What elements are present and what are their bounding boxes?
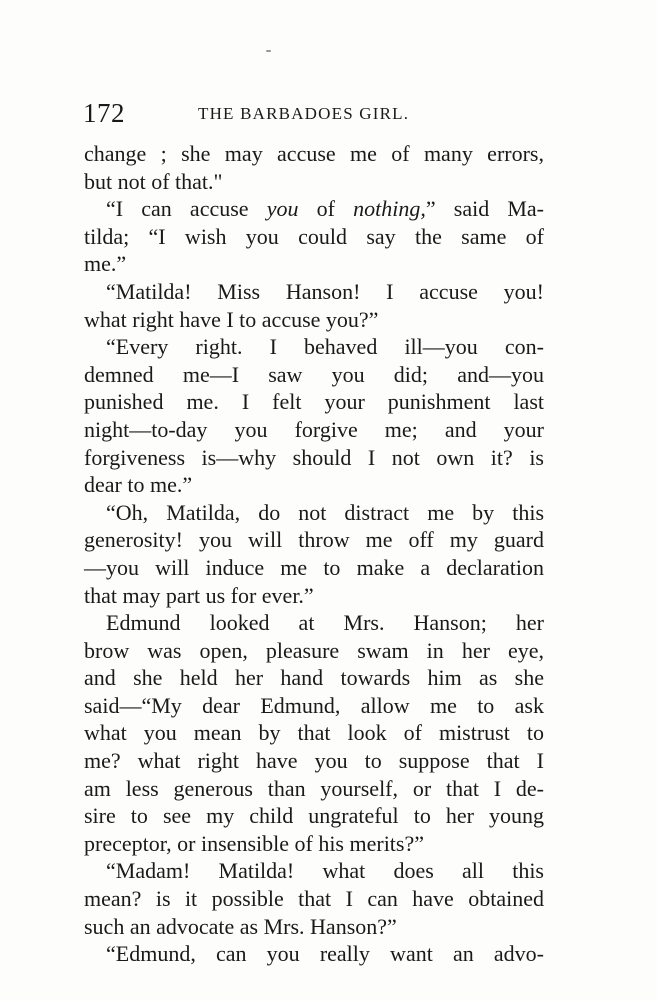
text-line: that may part us for ever.” (84, 582, 314, 608)
text-line: dear to me.” (84, 472, 193, 498)
text-line: generosity! you will throw me off my guard (84, 527, 544, 553)
text-line: preceptor, or insensible of his merits?” (84, 830, 425, 856)
text-line: said—“My dear Edmund, allow me to ask (84, 692, 544, 718)
text-line: “Edmund, can you really want an advo- (106, 941, 544, 967)
text-line: change ; she may accuse me of many errors, (84, 141, 544, 166)
text-line: and she held her hand towards him as she (84, 665, 544, 691)
text-line: “I can accuse you of nothing,” said Ma- (106, 196, 545, 222)
text-line: Edmund looked at Mrs. Hanson; her (106, 610, 544, 636)
body-text (84, 140, 544, 968)
text-line: —you will induce me to make a declaration (84, 554, 544, 580)
text-line: demned me—I saw you did; and—you (84, 361, 544, 387)
text-line: “Matilda! Miss Hanson! I accuse you! (106, 278, 544, 304)
text-line: forgiveness is—why should I not own it? is (84, 444, 544, 470)
text-line: what right have I to accuse you?” (84, 306, 379, 332)
text-line: “Oh, Matilda, do not distract me by this (106, 499, 544, 525)
text-line: “Madam! Matilda! what does all this (106, 858, 544, 884)
page-number: 172 (83, 98, 125, 128)
text-line: sire to see my child ungrateful to her young (84, 803, 544, 829)
running-head: THE BARBADOES GIRL. (198, 104, 410, 123)
emphasis: you (266, 196, 299, 222)
text-line: tilda; “I wish you could say the same of (84, 223, 544, 249)
text-line: night—to-day you forgive me; and your (84, 416, 544, 442)
text-line: am less generous than yourself, or that I de- (84, 775, 544, 801)
text-line: what you mean by that look of mistrust to (84, 720, 544, 746)
text-line: such an advocate as Mrs. Hanson?” (84, 913, 397, 939)
text-line: me? what right have you to suppose that I (84, 748, 544, 774)
text-line: me.” (84, 251, 127, 277)
text-line: “Every right. I behaved ill—you con- (106, 334, 544, 360)
text-line: punished me. I felt your punishment last (84, 389, 544, 415)
text-line: brow was open, pleasure swam in her eye, (84, 637, 544, 663)
print-speck (266, 50, 271, 52)
text-line: mean? is it possible that I can have obtained (84, 886, 544, 912)
text-line: but not of that." (84, 168, 223, 194)
emphasis: nothing, (353, 196, 426, 222)
page-header (83, 98, 553, 130)
